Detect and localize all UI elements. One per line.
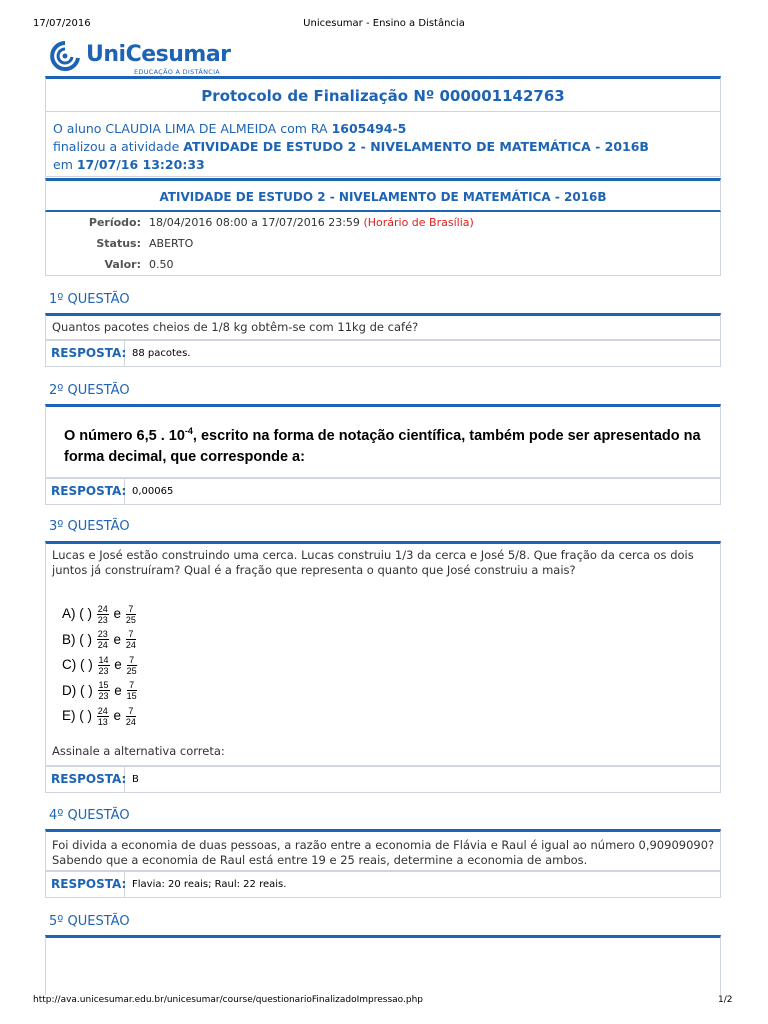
student-ra: 1605494-5 — [331, 121, 407, 136]
question-5-title: 5º QUESTÃO — [49, 914, 130, 929]
option-c: C) ( ) $\frac{14}{23}$ e $\frac{7}{25}$ — [62, 654, 137, 676]
logo-icon — [48, 40, 82, 72]
period-timezone: (Horário de Brasília) — [363, 216, 474, 229]
response-label: RESPOSTA: — [46, 341, 125, 366]
period-label: Período: — [88, 216, 141, 229]
protocol-label: Protocolo de Finalização Nº — [201, 87, 435, 105]
summary-box — [45, 112, 721, 177]
question-2-answer: 0,00065 — [132, 486, 174, 497]
summary-line-3: em 17/07/16 13:20:33 — [53, 157, 205, 172]
question-2-box — [45, 404, 721, 478]
question-2-response — [45, 478, 721, 505]
option-b: B) ( ) $\frac{23}{24}$ e $\frac{7}{24}$ — [62, 629, 136, 651]
print-url: http://ava.unicesumar.edu.br/unicesumar/course/questionarioFinalizadoImpressao.php — [33, 995, 423, 1005]
question-4-box — [45, 829, 721, 871]
protocol-header — [45, 76, 721, 112]
value-label: Valor: — [104, 258, 141, 271]
question-3-response — [45, 766, 721, 793]
summary-line-1: O aluno CLAUDIA LIMA DE ALMEIDA com RA 1605494-5 — [53, 121, 407, 136]
page-number: 1/2 — [718, 995, 733, 1005]
summary-activity: ATIVIDADE DE ESTUDO 2 - NIVELAMENTO DE MATEMÁTICA - 2016B — [183, 139, 649, 154]
unicesumar-logo — [48, 40, 248, 76]
question-5-box — [45, 935, 721, 995]
question-3-instruction: Assinale a alternativa correta: — [52, 744, 225, 758]
completion-datetime: 17/07/16 13:20:33 — [76, 157, 205, 172]
question-4-title: 4º QUESTÃO — [49, 808, 130, 823]
question-2-title: 2º QUESTÃO — [49, 383, 130, 398]
option-e: E) ( ) $\frac{24}{13}$ e $\frac{7}{24}$ — [62, 705, 136, 727]
status-label: Status: — [96, 237, 141, 250]
print-title: Unicesumar - Ensino a Distância — [303, 18, 465, 29]
response-label: RESPOSTA: — [46, 872, 125, 897]
question-2-exponent: -4 — [184, 426, 193, 436]
print-date: 17/07/2016 — [33, 18, 91, 29]
activity-title: ATIVIDADE DE ESTUDO 2 - NIVELAMENTO DE MATEMÁTICA - 2016B — [159, 190, 607, 204]
question-4-response — [45, 871, 721, 898]
logo-tagline: EDUCAÇÃO A DISTÂNCIA — [134, 68, 221, 76]
question-1-response — [45, 340, 721, 367]
question-1-box — [45, 313, 721, 340]
question-3-text: Lucas e José estão construindo uma cerca. Lucas construiu 1/3 da cerca e José 5/8. Que fração da cerca os dois juntos já construíram? Qual é a fração que representa o quanto que José construiu a mais? — [52, 548, 694, 577]
response-label: RESPOSTA: — [46, 479, 125, 504]
response-label: RESPOSTA: — [46, 767, 125, 792]
question-1-answer: 88 pacotes. — [132, 348, 191, 359]
value-value: 0.50 — [149, 258, 174, 271]
status-value: ABERTO — [149, 237, 194, 250]
details-box — [45, 212, 721, 276]
question-3-options — [62, 601, 138, 729]
question-4-text: Foi divida a economia de duas pessoas, a razão entre a economia de Flávia e Raul é igual ao número 0,90909090? Sabendo que a economia de Raul está entre 19 e 25 reais, determine a economia de ambos. — [52, 838, 715, 867]
question-4-answer: Flavia: 20 reais; Raul: 22 reais. — [132, 879, 287, 890]
question-1-text: Quantos pacotes cheios de 1/8 kg obtêm-se com 11kg de café? — [52, 320, 419, 334]
summary-line-2: finalizou a atividade ATIVIDADE DE ESTUDO 2 - NIVELAMENTO DE MATEMÁTICA - 2016B — [53, 139, 649, 154]
logo-name: UniCesumar — [86, 42, 231, 67]
period-value: 18/04/2016 08:00 a 17/07/2016 23:59 (Horário de Brasília) — [149, 216, 474, 229]
activity-header — [45, 178, 721, 212]
question-2-text: O número 6,5 . $10^{-4}$, escrito na forma de notação científica, também pode ser apresentado na forma decimal, que corresponde a: — [64, 426, 701, 465]
question-3-box — [45, 541, 721, 766]
protocol-number: 000001142763 — [439, 87, 565, 105]
question-3-title: 3º QUESTÃO — [49, 519, 130, 534]
option-d: D) ( ) $\frac{15}{23}$ e $\frac{7}{15}$ — [62, 680, 137, 702]
question-3-answer: B — [132, 774, 139, 785]
option-a: A) ( ) $\frac{24}{23}$ e $\frac{7}{25}$ — [62, 603, 136, 625]
question-1-title: 1º QUESTÃO — [49, 292, 130, 307]
